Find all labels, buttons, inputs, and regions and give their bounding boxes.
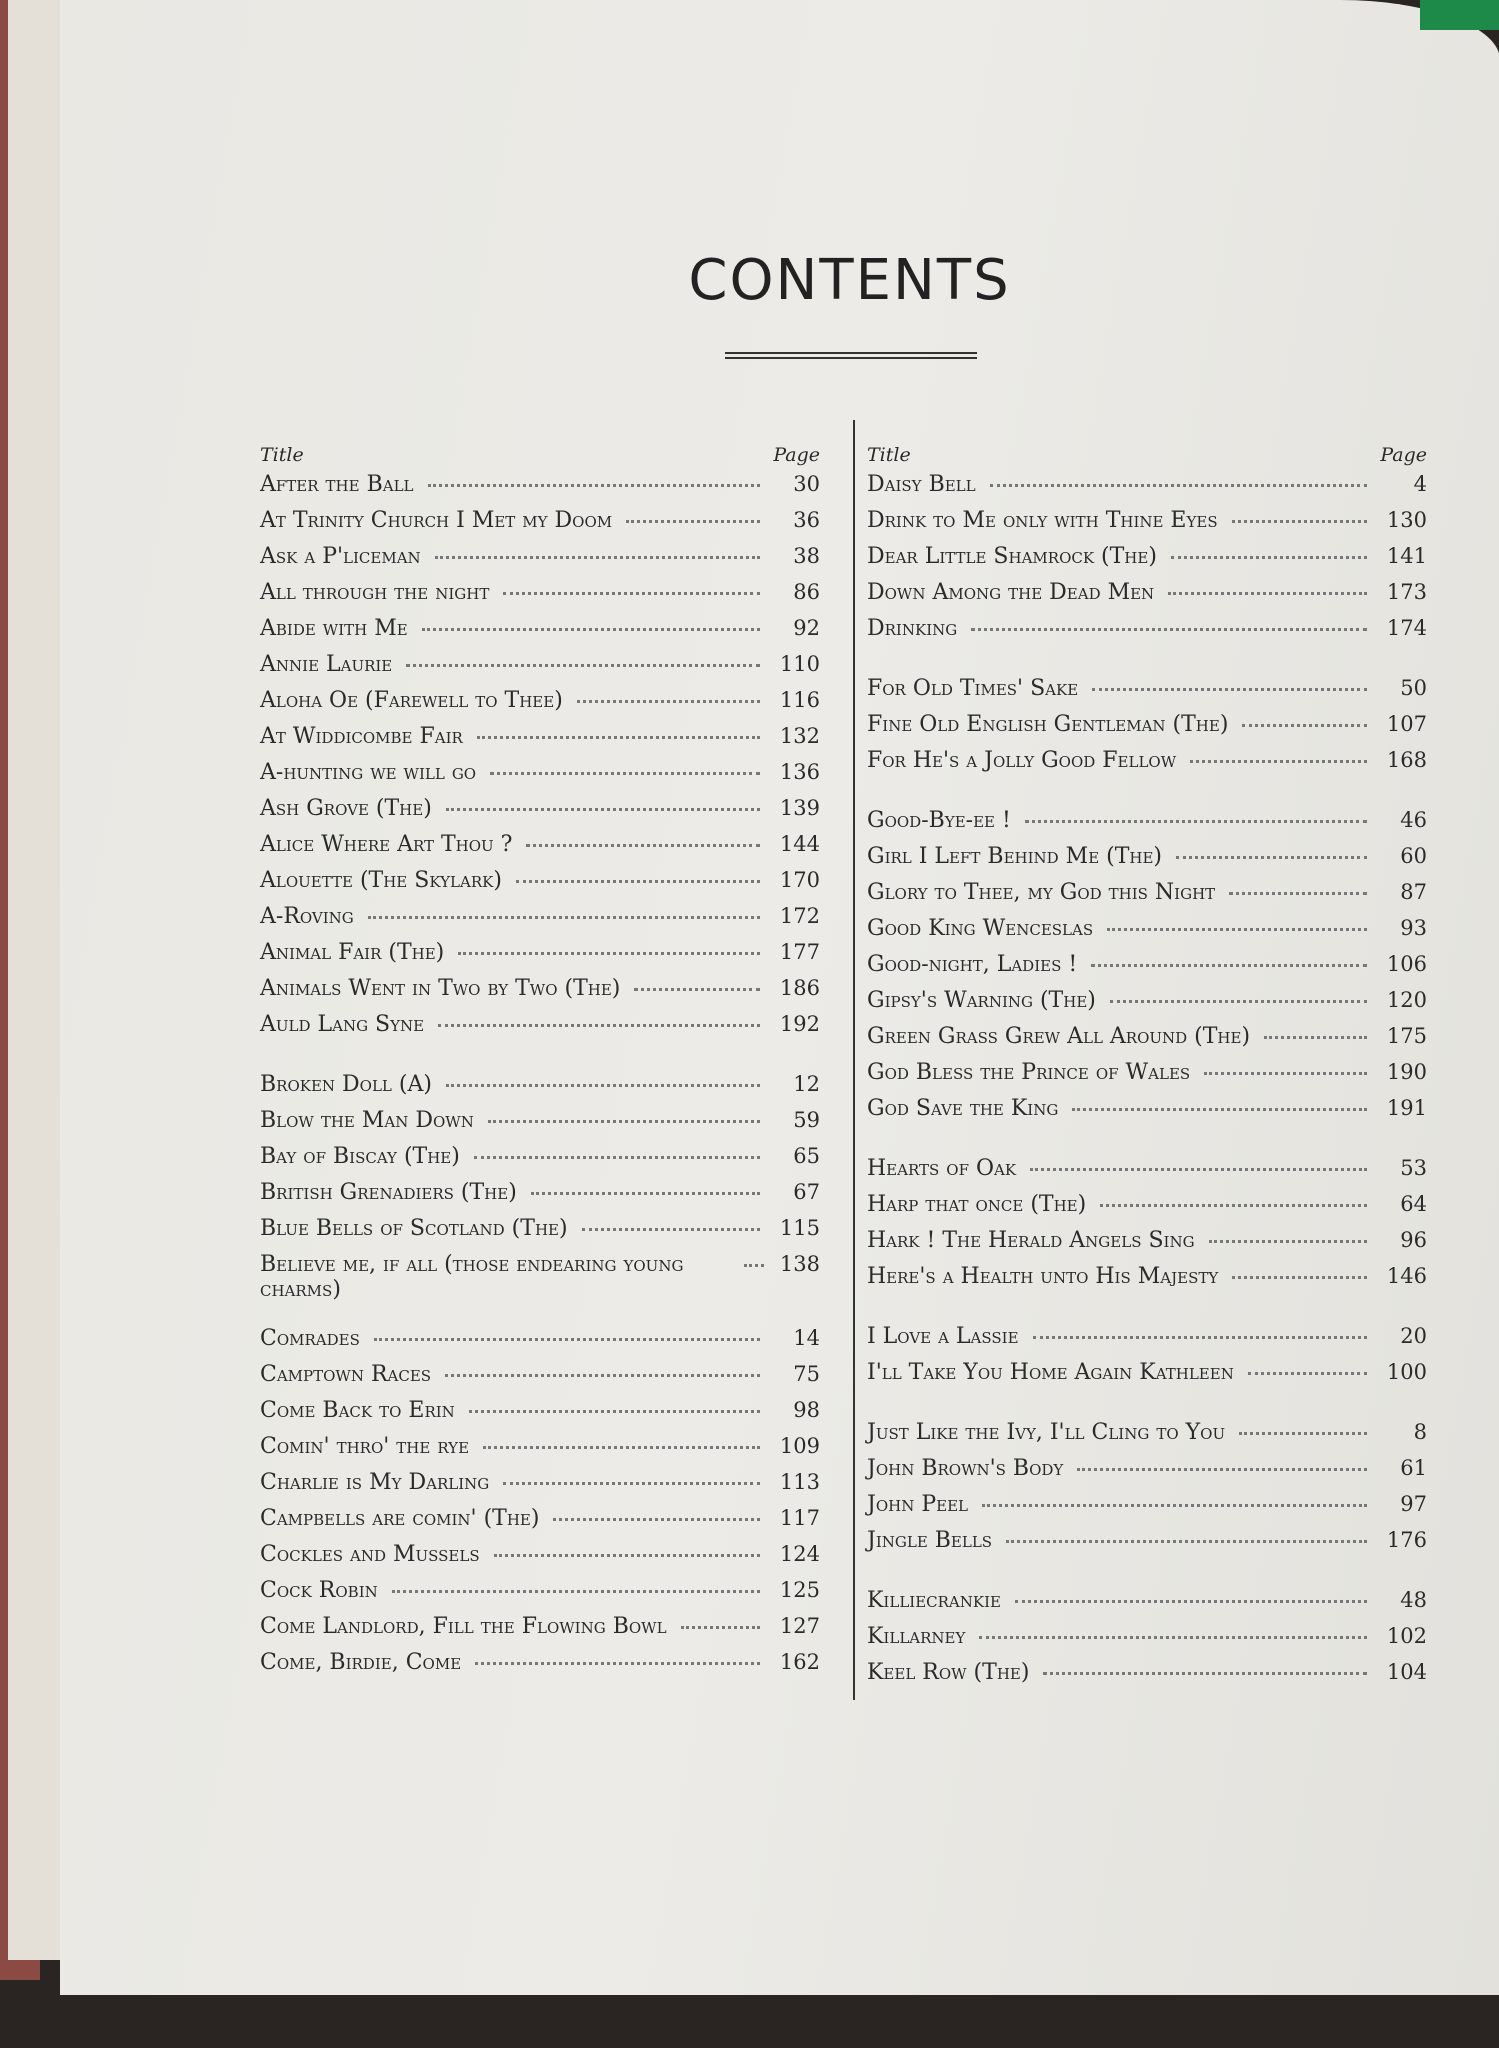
dot-leader xyxy=(1239,1432,1367,1435)
title-label: Title xyxy=(867,444,911,466)
dot-leader xyxy=(582,1228,760,1231)
contents-entry xyxy=(867,1264,1427,1300)
dot-leader xyxy=(368,916,760,919)
contents-entry xyxy=(867,508,1427,544)
contents-entry xyxy=(867,1324,1427,1360)
page-number: 36 xyxy=(793,508,820,532)
dot-leader xyxy=(1033,1336,1367,1339)
page-label: Page xyxy=(1380,444,1427,466)
page-number: 173 xyxy=(1386,580,1427,604)
contents-entry xyxy=(260,1180,820,1216)
page-number: 175 xyxy=(1386,1024,1427,1048)
contents-entry xyxy=(260,1614,820,1650)
song-title: Cock Robin xyxy=(260,1578,378,1603)
page-title: CONTENTS xyxy=(688,248,1011,313)
dot-leader xyxy=(1264,1036,1367,1039)
song-title: Comrades xyxy=(260,1326,360,1351)
song-title: I'll Take You Home Again Kathleen xyxy=(867,1360,1234,1385)
song-title: Just Like the Ivy, I'll Cling to You xyxy=(867,1420,1226,1445)
song-title: Ask a P'liceman xyxy=(260,544,421,569)
contents-entry xyxy=(867,1096,1427,1132)
contents-entry xyxy=(260,1012,820,1048)
dot-leader xyxy=(990,484,1367,487)
contents-entry xyxy=(260,616,820,652)
dot-leader xyxy=(1077,1468,1367,1471)
contents-entry xyxy=(867,1528,1427,1564)
page-number: 124 xyxy=(779,1542,820,1566)
dot-leader xyxy=(1190,760,1367,763)
letter-group xyxy=(867,1156,1427,1300)
contents-entry xyxy=(867,1024,1427,1060)
dot-leader xyxy=(474,1156,760,1159)
song-title: God Save the King xyxy=(867,1096,1059,1121)
dot-leader xyxy=(458,952,760,955)
contents-entry xyxy=(260,1072,820,1108)
contents-entry xyxy=(867,1228,1427,1264)
letter-group xyxy=(867,676,1427,784)
dot-leader xyxy=(1176,856,1367,859)
page-number: 125 xyxy=(779,1578,820,1602)
song-title: Hearts of Oak xyxy=(867,1156,1017,1181)
dot-leader xyxy=(971,628,1367,631)
dot-leader xyxy=(374,1338,760,1341)
contents-entry xyxy=(260,1216,820,1252)
page-number: 141 xyxy=(1386,544,1427,568)
dot-leader xyxy=(428,484,761,487)
contents-entry xyxy=(867,1624,1427,1660)
page-number: 127 xyxy=(779,1614,820,1638)
dot-leader xyxy=(1091,964,1367,967)
song-title: Dear Little Shamrock (The) xyxy=(867,544,1157,569)
contents-entry xyxy=(260,724,820,760)
song-title: Killiecrankie xyxy=(867,1588,1001,1613)
page-number: 190 xyxy=(1386,1060,1427,1084)
contents-entry xyxy=(867,1588,1427,1624)
song-title: At Widdicombe Fair xyxy=(260,724,463,749)
dot-leader xyxy=(979,1636,1367,1639)
page-number: 96 xyxy=(1400,1228,1427,1252)
dot-leader xyxy=(469,1410,760,1413)
song-title: A-Roving xyxy=(260,904,354,929)
song-title: Good-Bye-ee ! xyxy=(867,808,1011,833)
song-title: Jingle Bells xyxy=(867,1528,993,1553)
song-title: I Love a Lassie xyxy=(867,1324,1019,1349)
page-number: 64 xyxy=(1400,1192,1427,1216)
song-title: Ash Grove (The) xyxy=(260,796,432,821)
song-title: Gipsy's Warning (The) xyxy=(867,988,1096,1013)
dot-leader xyxy=(483,1446,760,1449)
dot-leader xyxy=(1232,1276,1367,1279)
contents-entry xyxy=(260,1362,820,1398)
song-title: Blow the Man Down xyxy=(260,1108,474,1133)
song-title: Aloha Oe (Farewell to Thee) xyxy=(260,688,563,713)
page-number: 130 xyxy=(1386,508,1427,532)
contents-right-column xyxy=(853,420,1427,1700)
song-title: Charlie is My Darling xyxy=(260,1470,490,1495)
song-title: All through the night xyxy=(260,580,490,605)
page-number: 110 xyxy=(779,652,820,676)
contents-entry xyxy=(260,580,820,616)
page-number: 38 xyxy=(793,544,820,568)
dot-leader xyxy=(446,808,760,811)
dot-leader xyxy=(1171,556,1367,559)
song-title: Believe me, if all (those endearing young charms) xyxy=(260,1252,684,1302)
dot-leader xyxy=(982,1504,1367,1507)
contents-entry xyxy=(867,844,1427,880)
contents-entry xyxy=(867,616,1427,652)
page-number: 186 xyxy=(779,976,820,1000)
contents-entry xyxy=(260,1434,820,1470)
contents-entry xyxy=(867,1360,1427,1396)
contents-entry xyxy=(260,1398,820,1434)
page-number: 115 xyxy=(779,1216,820,1240)
contents-entry xyxy=(260,1650,820,1686)
dot-leader xyxy=(488,1120,760,1123)
letter-group xyxy=(260,1326,820,1686)
song-title: Come, Birdie, Come xyxy=(260,1650,462,1675)
song-title: At Trinity Church I Met my Doom xyxy=(260,508,613,533)
dot-leader xyxy=(406,664,760,667)
double-rule-divider xyxy=(725,352,977,359)
letter-group xyxy=(867,1420,1427,1564)
dot-leader xyxy=(438,1024,760,1027)
contents-entry xyxy=(260,1578,820,1614)
song-title: Bay of Biscay (The) xyxy=(260,1144,460,1169)
dot-leader xyxy=(531,1192,760,1195)
page-number: 162 xyxy=(779,1650,820,1674)
contents-entry xyxy=(260,1542,820,1578)
contents-entry xyxy=(867,880,1427,916)
contents-entry xyxy=(260,1252,820,1302)
dot-leader xyxy=(1015,1600,1367,1603)
dot-leader xyxy=(445,1374,760,1377)
dot-leader xyxy=(1110,1000,1367,1003)
song-title: Keel Row (The) xyxy=(867,1660,1030,1685)
page-number: 116 xyxy=(779,688,820,712)
dot-leader xyxy=(475,1662,760,1665)
contents-entry xyxy=(867,580,1427,616)
page-number: 97 xyxy=(1400,1492,1427,1516)
letter-group xyxy=(867,472,1427,652)
page-number: 104 xyxy=(1386,1660,1427,1684)
song-title: Good-night, Ladies ! xyxy=(867,952,1078,977)
contents-entry xyxy=(867,952,1427,988)
green-corner xyxy=(1420,0,1499,30)
song-title: A-hunting we will go xyxy=(260,760,477,785)
letter-group xyxy=(867,808,1427,1132)
dot-leader xyxy=(1232,520,1367,523)
dot-leader xyxy=(1248,1372,1367,1375)
contents-entry xyxy=(260,1470,820,1506)
song-title: Green Grass Grew All Around (The) xyxy=(867,1024,1251,1049)
song-title: Daisy Bell xyxy=(867,472,976,497)
page-number: 12 xyxy=(793,1072,820,1096)
letter-group xyxy=(867,1324,1427,1396)
dot-leader xyxy=(1072,1108,1367,1111)
contents-entry xyxy=(260,1144,820,1180)
page-number: 61 xyxy=(1400,1456,1427,1480)
page-number: 98 xyxy=(793,1398,820,1422)
page-number: 50 xyxy=(1400,676,1427,700)
song-title: John Brown's Body xyxy=(867,1456,1064,1481)
column-header xyxy=(867,420,1427,472)
page-number: 87 xyxy=(1400,880,1427,904)
page-number: 93 xyxy=(1400,916,1427,940)
page-number: 177 xyxy=(779,940,820,964)
song-title: Broken Doll (A) xyxy=(260,1072,432,1097)
song-title: Killarney xyxy=(867,1624,966,1649)
dot-leader xyxy=(435,556,760,559)
letter-group xyxy=(867,1588,1427,1696)
page-number: 146 xyxy=(1386,1264,1427,1288)
song-title: Animals Went in Two by Two (The) xyxy=(260,976,621,1001)
contents-entry xyxy=(867,916,1427,952)
page-number: 8 xyxy=(1413,1420,1427,1444)
dot-leader xyxy=(1043,1672,1367,1675)
song-title: Glory to Thee, my God this Night xyxy=(867,880,1216,905)
song-title: Drinking xyxy=(867,616,958,641)
dot-leader xyxy=(1107,928,1367,931)
contents-entry xyxy=(867,1156,1427,1192)
contents-entry xyxy=(867,988,1427,1024)
contents-entry xyxy=(260,904,820,940)
contents-entry xyxy=(867,808,1427,844)
song-title: For Old Times' Sake xyxy=(867,676,1079,701)
page-number: 172 xyxy=(779,904,820,928)
dot-leader xyxy=(626,520,760,523)
page-number: 46 xyxy=(1400,808,1427,832)
page-number: 106 xyxy=(1386,952,1427,976)
page-number: 120 xyxy=(1386,988,1427,1012)
page-number: 102 xyxy=(1386,1624,1427,1648)
page-number: 138 xyxy=(779,1252,820,1276)
dot-leader xyxy=(392,1590,760,1593)
dot-leader xyxy=(1100,1204,1367,1207)
dot-leader xyxy=(494,1554,760,1557)
column-header xyxy=(260,420,820,472)
contents-entry xyxy=(260,688,820,724)
dot-leader xyxy=(1209,1240,1367,1243)
dot-leader xyxy=(526,844,760,847)
song-title: Here's a Health unto His Majesty xyxy=(867,1264,1219,1289)
contents-entry xyxy=(260,796,820,832)
dot-leader xyxy=(1030,1168,1367,1171)
page-number: 144 xyxy=(779,832,820,856)
contents-entry xyxy=(260,940,820,976)
dot-leader xyxy=(744,1264,764,1267)
page-number: 170 xyxy=(779,868,820,892)
song-title: Annie Laurie xyxy=(260,652,393,677)
letter-group xyxy=(260,1072,820,1302)
contents-entry xyxy=(867,1192,1427,1228)
song-title: Abide with Me xyxy=(260,616,408,641)
dot-leader xyxy=(477,736,760,739)
page-number: 192 xyxy=(779,1012,820,1036)
letter-group xyxy=(260,472,820,1048)
dot-leader xyxy=(1229,892,1367,895)
song-title: Alice Where Art Thou ? xyxy=(260,832,513,857)
dot-leader xyxy=(1204,1072,1367,1075)
song-title: Campbells are comin' (The) xyxy=(260,1506,540,1531)
song-title: Come Back to Erin xyxy=(260,1398,455,1423)
page-number: 30 xyxy=(793,472,820,496)
page-number: 109 xyxy=(779,1434,820,1458)
contents-entry xyxy=(260,1108,820,1144)
contents-entry xyxy=(260,1326,820,1362)
song-title: Harp that once (The) xyxy=(867,1192,1087,1217)
dot-leader xyxy=(634,988,760,991)
dot-leader xyxy=(422,628,760,631)
contents-entry xyxy=(260,760,820,796)
contents-entry xyxy=(867,1060,1427,1096)
contents-entry xyxy=(260,1506,820,1542)
contents-entry xyxy=(867,1660,1427,1696)
contents-entry xyxy=(260,976,820,1012)
contents-entry xyxy=(260,544,820,580)
song-title: After the Ball xyxy=(260,472,414,497)
song-title: British Grenadiers (The) xyxy=(260,1180,517,1205)
song-title: Animal Fair (The) xyxy=(260,940,445,965)
song-title: God Bless the Prince of Wales xyxy=(867,1060,1191,1085)
contents-entry xyxy=(260,868,820,904)
page-number: 20 xyxy=(1400,1324,1427,1348)
page-number: 65 xyxy=(793,1144,820,1168)
dot-leader xyxy=(446,1084,760,1087)
song-title: Good King Wenceslas xyxy=(867,916,1094,941)
song-title: For He's a Jolly Good Fellow xyxy=(867,748,1177,773)
page-number: 53 xyxy=(1400,1156,1427,1180)
page-number: 86 xyxy=(793,580,820,604)
dot-leader xyxy=(681,1626,760,1629)
song-title: Hark ! The Herald Angels Sing xyxy=(867,1228,1195,1253)
page-number: 4 xyxy=(1413,472,1427,496)
page-number: 117 xyxy=(779,1506,820,1530)
page-number: 191 xyxy=(1386,1096,1427,1120)
contents-entry xyxy=(260,832,820,868)
dot-leader xyxy=(1006,1540,1367,1543)
contents-entry xyxy=(867,748,1427,784)
song-title: Cockles and Mussels xyxy=(260,1542,480,1567)
song-title: Fine Old English Gentleman (The) xyxy=(867,712,1229,737)
page-number: 14 xyxy=(793,1326,820,1350)
contents-entry xyxy=(867,676,1427,712)
contents-entry xyxy=(260,508,820,544)
song-title: Blue Bells of Scotland (The) xyxy=(260,1216,568,1241)
song-title: Auld Lang Syne xyxy=(260,1012,425,1037)
song-title: Girl I Left Behind Me (The) xyxy=(867,844,1163,869)
page-number: 48 xyxy=(1400,1588,1427,1612)
song-title: Camptown Races xyxy=(260,1362,432,1387)
page-number: 176 xyxy=(1386,1528,1427,1552)
song-title: Come Landlord, Fill the Flowing Bowl xyxy=(260,1614,667,1639)
song-title: Comin' thro' the rye xyxy=(260,1434,470,1459)
song-title: Alouette (The Skylark) xyxy=(260,868,502,893)
dot-leader xyxy=(503,1482,760,1485)
page-number: 60 xyxy=(1400,844,1427,868)
page-number: 92 xyxy=(793,616,820,640)
song-title: John Peel xyxy=(867,1492,968,1517)
contents-entry xyxy=(867,472,1427,508)
dot-leader xyxy=(490,772,760,775)
dot-leader xyxy=(1025,820,1367,823)
song-title: Drink to Me only with Thine Eyes xyxy=(867,508,1218,533)
dot-leader xyxy=(577,700,760,703)
contents-entry xyxy=(867,1420,1427,1456)
dot-leader xyxy=(1092,688,1367,691)
contents-entry xyxy=(867,1456,1427,1492)
contents-left-column xyxy=(260,420,820,1710)
dot-leader xyxy=(1168,592,1367,595)
page-number: 168 xyxy=(1386,748,1427,772)
contents-entry xyxy=(867,712,1427,748)
page-number: 67 xyxy=(793,1180,820,1204)
page-number: 139 xyxy=(779,796,820,820)
dot-leader xyxy=(553,1518,760,1521)
page-number: 107 xyxy=(1386,712,1427,736)
contents-entry xyxy=(867,544,1427,580)
page-number: 75 xyxy=(793,1362,820,1386)
contents-entry xyxy=(867,1492,1427,1528)
page-number: 132 xyxy=(779,724,820,748)
contents-entry xyxy=(260,652,820,688)
page-number: 100 xyxy=(1386,1360,1427,1384)
contents-entry xyxy=(260,472,820,508)
page-number: 113 xyxy=(779,1470,820,1494)
title-label: Title xyxy=(260,444,304,466)
song-title: Down Among the Dead Men xyxy=(867,580,1155,605)
page-number: 136 xyxy=(779,760,820,784)
page-number: 174 xyxy=(1386,616,1427,640)
dot-leader xyxy=(516,880,760,883)
page-label: Page xyxy=(773,444,820,466)
page-number: 59 xyxy=(793,1108,820,1132)
dot-leader xyxy=(503,592,760,595)
dot-leader xyxy=(1242,724,1367,727)
